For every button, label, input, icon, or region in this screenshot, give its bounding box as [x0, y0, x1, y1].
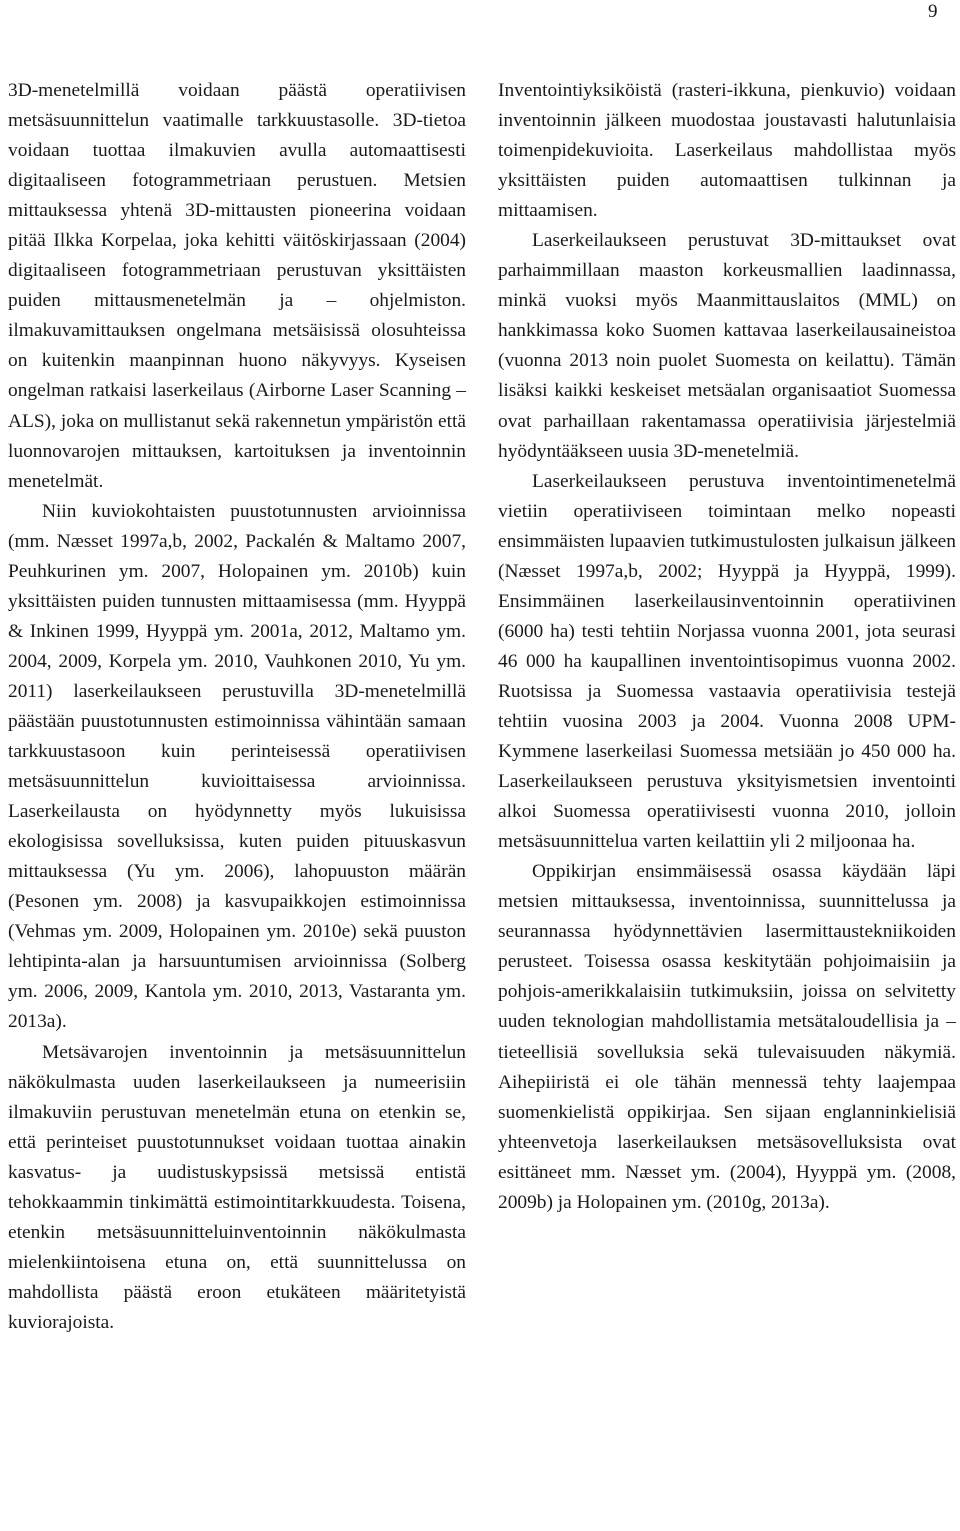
paragraph-inventory-units: Inventointiyksiköistä (rasteri-ikkuna, pienkuvio) voidaan inventoinnin jälkeen muodostaa joustavasti halutunlaisia toimenpidekuvioita. Laserkeilaus mahdollistaa myös yksittäisten puiden automaattisen tulkinnan ja mittaamisen. — [498, 80, 956, 222]
paragraph-terrain-models: Laserkeilaukseen perustuvat 3D-mittaukset ovat parhaimmillaan maaston korkeusmallien laadinnassa, minkä vuoksi myös Maanmittauslaitos (MML) on hankkimassa koko Suomen kattavaa laserkeilausaineistoa (vuonna 2013 noin puolet Suomesta on keilattu). Tämän lisäksi kaikki keskeiset metsäalan organisaatiot Suomessa ovat parhaillaan rakentamassa operatiivisia järjestelmiä hyödyntääkseen uusia 3D-menetelmiä. — [498, 230, 956, 462]
page-number: 9 — [928, 1, 938, 22]
paragraph-3d-methods: 3D-menetelmillä voidaan päästä operatiivisen metsäsuunnittelun vaatimalle tarkkuustasolle. 3D-tietoa voidaan tuottaa ilmakuvien avulla automaattisesti digitaaliseen fotogrammetriaan perustuen. Metsien mittauksessa yhtenä 3D-mittausten pioneerina voidaan pitää Ilkka Korpelaa, joka kehitti väitöskirjassaan (2004) digitaaliseen fotogrammetriaan perustuvan yksittäisten puiden mittausmenetelmän ja – ohjelmiston. ilmakuvamittauksen ongelmana metsäisissä olosuhteissa on kuitenkin maanpinnan huono näkyvyys. Kyseisen ongelman ratkaisi laserkeilaus (Airborne Laser Scanning – ALS), joka on mullistanut sekä rakennetun ympäristön että luonnovarojen mittauksen, kartoituksen ja inventoinnin menetelmät. — [8, 80, 466, 492]
right-column — [498, 76, 956, 1218]
paragraph-inventory-advantages: Metsävarojen inventoinnin ja metsäsuunnittelun näkökulmasta uuden laserkeilaukseen ja numeerisiin ilmakuviin perustuvan menetelmän etuna on etenkin se, että perinteiset puustotunnukset voidaan tuottaa ainakin kasvatus- ja uudistuskypsissä metsissä entistä tehokkaammin tinkimättä estimointitarkkuudesta. Toisena, etenkin metsäsuunnitteluinventoinnin näkökulmasta mielenkiintoisena etuna on, että suunnittelussa on mahdollista päästä eroon etukäteen määritetyistä kuviorajoista. — [8, 1041, 466, 1333]
left-column — [8, 76, 466, 1338]
paragraph-textbook-overview: Oppikirjan ensimmäisessä osassa käydään läpi metsien mittauksessa, inventoinnissa, suunnittelussa ja seurannassa hyödynnettävien lasermittaustekniikoiden perusteet. Toisessa osassa keskitytään pohjoimaisiin ja pohjois-amerikkalaisiin tutkimuksiin, joissa on selvitetty uuden teknologian mahdollistamia metsätaloudellisia ja –tieteellisiä sovelluksia sekä tulevaisuuden näkymiä. Aihepiiristä ei ole tähän mennessä tehty laajempaa suomenkielistä oppikirjaa. Sen sijaan englanninkielisiä yhteenvetoja laserkeilauksen metsäsovelluksista ovat esittäneet mm. Næsset ym. (2004), Hyyppä ym. (2008, 2009b) ja Holopainen ym. (2010g, 2013a). — [498, 861, 956, 1213]
paragraph-operational-history: Laserkeilaukseen perustuva inventointimenetelmä vietiin operatiiviseen toimintaan melko nopeasti ensimmäisten lupaavien tutkimustulosten julkaisun jälkeen (Næsset 1997a,b, 2002; Hyyppä ja Hyyppä, 1999). Ensimmäinen laserkeilausinventoinnin operatiivinen (6000 ha) testi tehtiin Norjassa vuonna 2001, jota seurasi 46 000 ha kaupallinen inventointisopimus vuonna 2002. Ruotsissa ja Suomessa vastaavia operatiivisia testejä tehtiin vuosina 2003 ja 2004. Vuonna 2008 UPM-Kymmene laserkeilasi Suomessa metsiään jo 450 000 ha. Laserkeilaukseen perustuva yksityismetsien inventointi alkoi Suomessa operatiivisesti vuonna 2010, jolloin metsäsuunnittelua varten keilattiin yli 2 miljoonaa ha. — [498, 470, 956, 853]
paragraph-stand-level-estimation: Niin kuviokohtaisten puustotunnusten arvioinnissa (mm. Næsset 1997a,b, 2002, Packalén & Maltamo 2007, Peuhkurinen ym. 2007, Holopainen ym. 2010b) kuin yksittäisten puiden tunnusten mittaamisessa (mm. Hyyppä & Inkinen 1999, Hyyppä ym. 2001a, 2012, Maltamo ym. 2004, 2009, Korpela ym. 2010, Vauhkonen 2010, Yu ym. 2011) laserkeilaukseen perustuvilla 3D-menetelmillä päästään puustotunnusten estimoinnissa vähintään samaan tarkkuustasoon kuin perinteisessä operatiivisen metsäsuunnittelun kuvioittaisessa arvioinnissa. Laserkeilausta on hyödynnetty myös lukuisissa ekologisissa sovelluksissa, kuten puiden pituuskasvun mittauksessa (Yu ym. 2006), lahopuuston määrän (Pesonen ym. 2008) ja kasvupaikkojen estimoinnissa (Vehmas ym. 2009, Holopainen ym. 2010e) sekä puuston lehtipinta-alan ja harsuuntumisen arvioinnissa (Solberg ym. 2006, 2009, Kantola ym. 2010, 2013, Vastaranta ym. 2013a). — [8, 500, 466, 1033]
